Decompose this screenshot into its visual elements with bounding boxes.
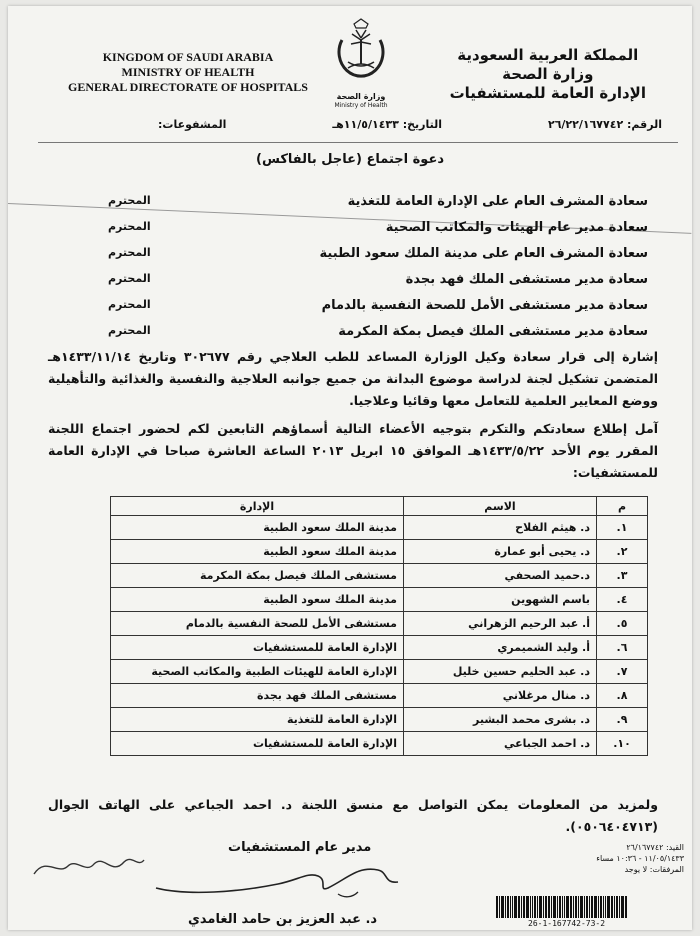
header-ministry-ar: وزارة الصحة — [502, 65, 594, 83]
cell-department: مدينة الملك سعود الطبية — [111, 540, 404, 564]
barcode-number: 26-1-167742-73-2 — [528, 919, 606, 928]
cell-department: مستشفى الأمل للصحة النفسية بالدمام — [111, 612, 404, 636]
cell-name: د. احمد الجباعي — [404, 732, 597, 756]
document-title: دعوة اجتماع (عاجل بالفاكس) — [256, 152, 444, 167]
table-row — [111, 684, 648, 708]
cell-department: مستشفى الملك فهد بجدة — [111, 684, 404, 708]
addressee-row — [68, 272, 648, 298]
cell-name: د. عبد الحليم حسين خليل — [404, 660, 597, 684]
addressee-row — [68, 298, 648, 324]
header-country-en: KINGDOM OF SAUDI ARABIA — [102, 50, 274, 64]
cell-name: د.حميد الصحفي — [404, 564, 597, 588]
reference-value: ٢٦/٢٢/١٦٧٧٤٢ — [547, 118, 624, 131]
cell-department: مدينة الملك سعود الطبية — [111, 516, 404, 540]
table-row — [111, 708, 648, 732]
cell-department: الإدارة العامة للمستشفيات — [111, 636, 404, 660]
document-date — [332, 118, 442, 131]
addressee-honorific: المحترم — [108, 272, 151, 285]
cell-index: ٢. — [597, 540, 648, 564]
cell-name: د. هيثم الفلاح — [404, 516, 597, 540]
cell-department: مدينة الملك سعود الطبية — [111, 588, 404, 612]
attachments — [158, 118, 226, 131]
document-page — [8, 6, 692, 930]
addressee-text: سعادة مدير مستشفى الملك فهد بجدة — [405, 272, 648, 287]
table-row — [111, 564, 648, 588]
barcode — [496, 896, 674, 918]
cell-index: ٥. — [597, 612, 648, 636]
header-ministry-en: MINISTRY OF HEALTH — [121, 65, 255, 79]
fax-stamp-line: ١١/٠٥/١٤٣٣ - ١٠:٣٦ مساء — [596, 854, 684, 863]
cell-index: ٧. — [597, 660, 648, 684]
addressee-text: سعادة مدير مستشفى الملك فيصل بمكة المكرمة — [338, 324, 648, 339]
header-name: الاسم — [404, 497, 597, 516]
paragraph-reference: إشارة إلى قرار سعادة وكيل الوزارة المساعد للطب العلاجي رقم ٣٠٢٦٧٧ وتاريخ ١٤٣٣/١١/١٤هـ المتضمن تشكيل لجنة لدراسة موضوع البدانة من جميع جوانبه العلاجية والنفسية والغذائية والتأهيلية ووضع المعايير العلمية للتعامل معها وقائيا وعلاجيا. — [48, 349, 658, 408]
table-row — [111, 660, 648, 684]
fax-stamp-line: المرفقات: لا يوجد — [624, 865, 684, 874]
cell-index: ٨. — [597, 684, 648, 708]
signatory-title: مدير عام المستشفيات — [228, 840, 372, 855]
cell-name: أ. وليد الشميمري — [404, 636, 597, 660]
cell-index: ٤. — [597, 588, 648, 612]
addressee-honorific: المحترم — [108, 194, 151, 207]
header-country-ar: المملكة العربية السعودية — [457, 46, 639, 64]
cell-name: د. يحيى أبو عمارة — [404, 540, 597, 564]
addressee-honorific: المحترم — [108, 298, 151, 311]
fax-stamp — [484, 842, 684, 875]
members-table — [110, 496, 648, 756]
cell-index: ٦. — [597, 636, 648, 660]
header-directorate-en: GENERAL DIRECTORATE OF HOSPITALS — [68, 80, 308, 94]
addressee-honorific: المحترم — [108, 324, 151, 337]
table-row — [111, 732, 648, 756]
palm-swords-emblem-icon — [334, 18, 388, 88]
cell-index: ١٠. — [597, 732, 648, 756]
emblem-caption-ar: وزارة الصحة — [336, 92, 386, 101]
cell-index: ٣. — [597, 564, 648, 588]
addressee-row — [68, 246, 648, 272]
header-index: م — [597, 497, 648, 516]
addressee-row — [68, 220, 648, 246]
table-row — [111, 588, 648, 612]
reference-number — [548, 118, 662, 131]
cell-department: الإدارة العامة للتغذية — [111, 708, 404, 732]
addressee-row — [68, 194, 648, 220]
header-department: الإدارة — [111, 497, 404, 516]
attachments-label: المشفوعات: — [158, 118, 227, 131]
contact-paragraph: ولمزيد من المعلومات يمكن التواصل مع منسق اللجنة د. احمد الجباعي على الهاتف الجوال (٠٥٠٦٤٠٤٧١٣). — [48, 797, 658, 834]
date-value: ١١/٥/١٤٣٣هـ — [332, 118, 399, 131]
cell-name: أ. عبد الرحيم الزهراني — [404, 612, 597, 636]
reference-label: الرقم: — [627, 118, 662, 131]
table-row — [111, 540, 648, 564]
cell-name: د. بشرى محمد البشير — [404, 708, 597, 732]
fax-stamp-line: القيد: ٢٦/١٦٧٧٤٢ — [626, 843, 684, 852]
paragraph-request: آمل إطلاع سعادتكم والتكرم بتوجيه الأعضاء التالية أسماؤهم التابعين لكم لحضور اجتماع اللجنة المقرر يوم الأحد ١٤٣٣/٥/٢٢هـ الموافق ١٥ ابريل ٢٠١٣ الساعة العاشرة صباحا في الإدارة العامة للمستشفيات: — [48, 421, 659, 480]
cell-name: د. منال مرغلاني — [404, 684, 597, 708]
initials-handwriting — [28, 846, 148, 886]
handwritten-signature — [148, 858, 408, 904]
cell-department: الإدارة العامة للمستشفيات — [111, 732, 404, 756]
cell-department: الإدارة العامة للهيئات الطبية والمكاتب الصحية — [111, 660, 404, 684]
header-divider — [38, 142, 678, 143]
cell-index: ٩. — [597, 708, 648, 732]
addressee-text: سعادة المشرف العام على مدينة الملك سعود الطبية — [319, 246, 648, 261]
addressee-text: سعادة المشرف العام على الإدارة العامة للتغذية — [347, 194, 648, 209]
table-header-row — [111, 497, 648, 516]
header-directorate-ar: الإدارة العامة للمستشفيات — [449, 84, 646, 102]
signatory-name: د. عبد العزيز بن حامد الغامدي — [188, 912, 378, 927]
addressee-text: سعادة مدير مستشفى الأمل للصحة النفسية بالدمام — [321, 298, 648, 313]
cell-name: باسم الشهوين — [404, 588, 597, 612]
table-row — [111, 516, 648, 540]
cell-department: مستشفى الملك فيصل بمكة المكرمة — [111, 564, 404, 588]
table-row — [111, 636, 648, 660]
addressee-honorific: المحترم — [108, 246, 151, 259]
table-row — [111, 612, 648, 636]
addressee-text: سعادة مدير عام الهيئات والمكاتب الصحية — [385, 220, 648, 235]
header-arabic — [450, 46, 646, 103]
addressee-list — [68, 194, 648, 350]
cell-index: ١. — [597, 516, 648, 540]
ministry-emblem — [334, 18, 388, 114]
header-english — [68, 50, 308, 95]
emblem-caption-en: Ministry of Health — [334, 102, 388, 109]
addressee-honorific: المحترم — [108, 220, 151, 233]
date-label: التاريخ: — [402, 118, 442, 131]
